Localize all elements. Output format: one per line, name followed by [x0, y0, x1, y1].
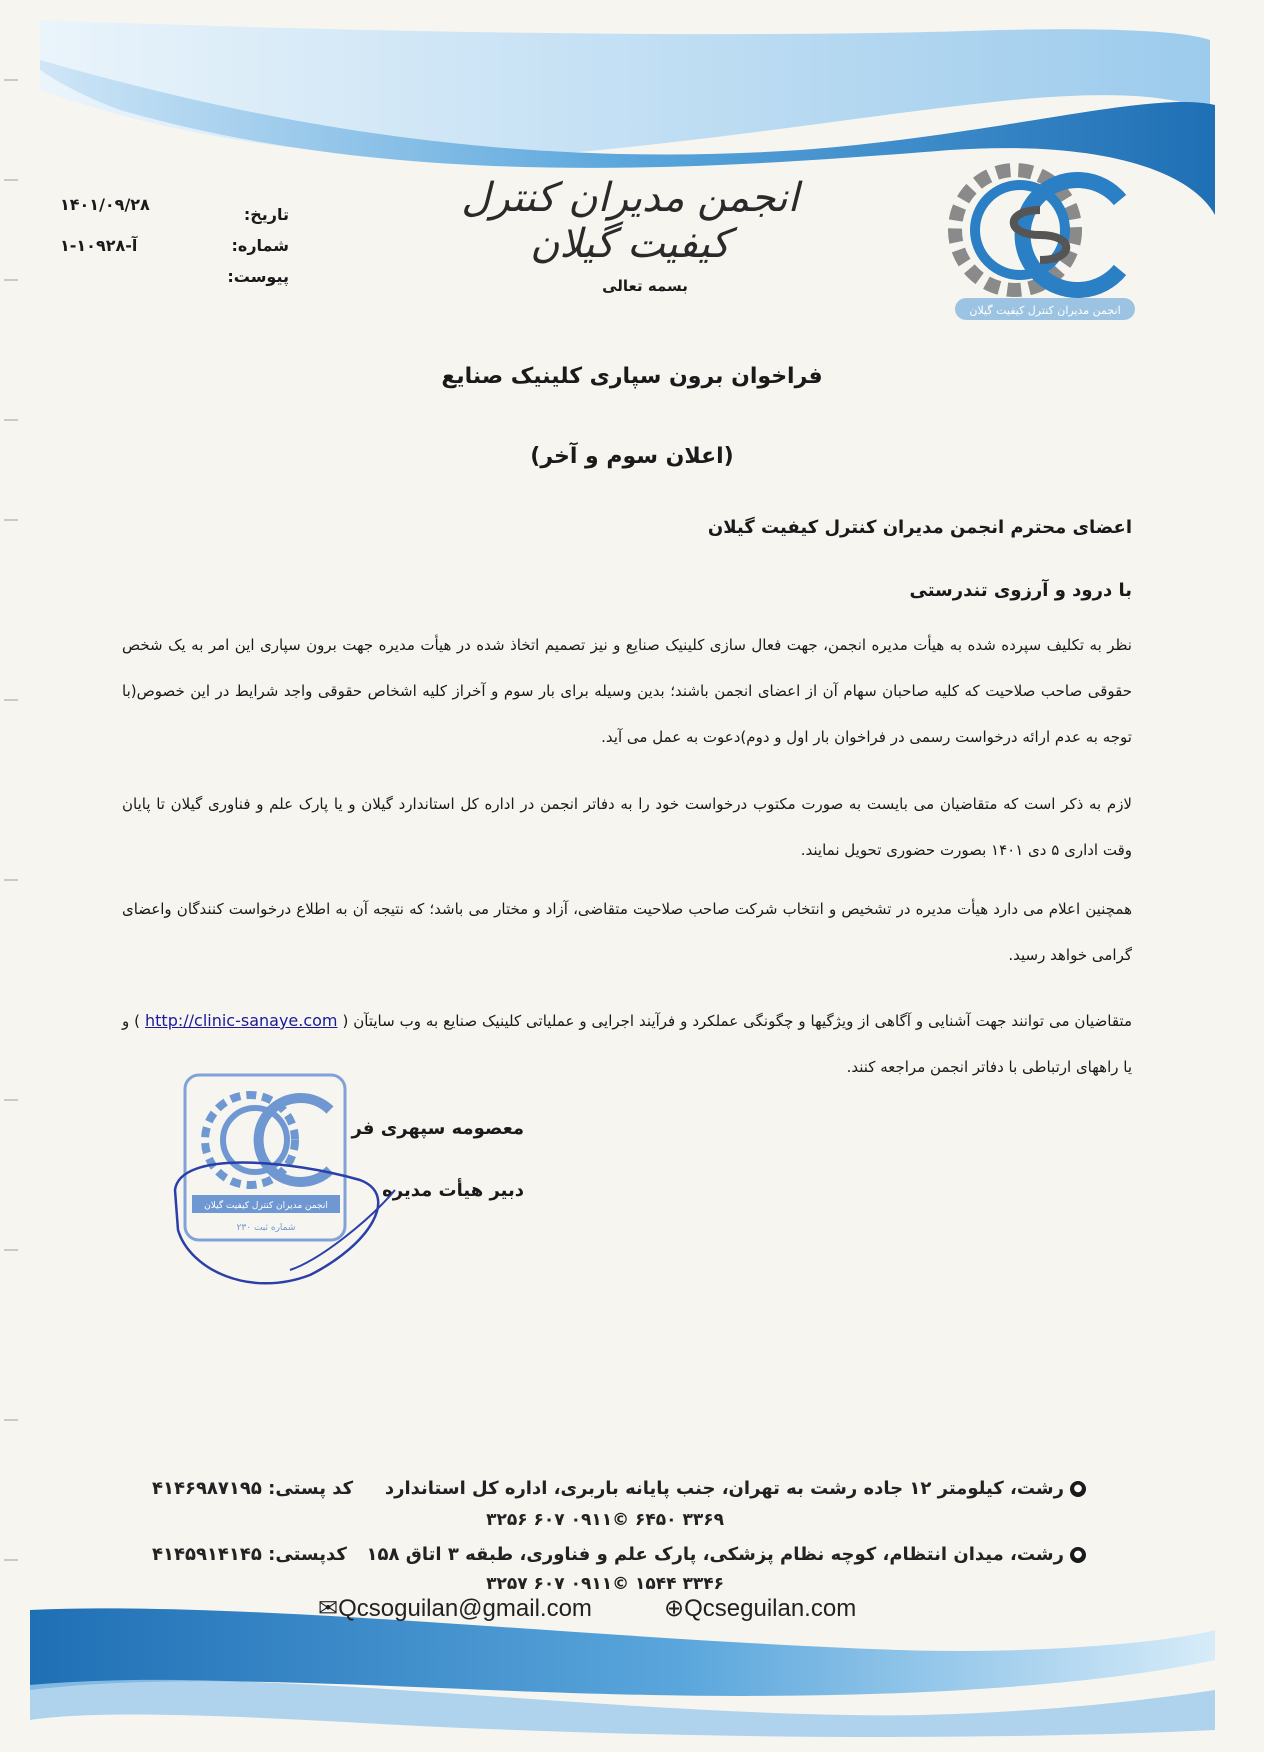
basmala: بسمه تعالی	[602, 277, 688, 295]
paragraph-4-intro: متقاضیان می توانند جهت آشنایی و آگاهی از ویژگیها و چگونگی عملکرد و فرآیند اجرایی و عملیاتی کلینیک صنایع به وب سایتآن (	[342, 1012, 1132, 1030]
logo-caption: انجمن مدیران کنترل کیفیت گیلان	[969, 304, 1121, 317]
address-1-text: رشت، کیلومتر ۱۲ جاده رشت به تهران، جنب پایانه باربری، اداره کل استاندارد	[384, 1478, 1064, 1499]
location-pin-icon: ●	[1070, 1547, 1086, 1563]
postal-code-1	[152, 1478, 353, 1499]
stamp-registration: شماره ثبت ۲۳۰	[236, 1223, 296, 1233]
number-value: ۱-۱آ-۰۹۲۸	[60, 236, 138, 255]
address-line-1	[385, 1478, 1086, 1499]
email-contact[interactable]	[318, 1594, 592, 1623]
recipients-line: اعضای محترم انجمن مدیران کنترل کیفیت گیلان	[707, 517, 1132, 538]
body-paragraph-3: همچنین اعلام می دارد هیأت مدیره در تشخیص و انتخاب شرکت صاحب صلاحیت متقاضی، آزاد و مختار می باشد؛ که نتیجه آن به اطلاع درخواست کنندگان واعضای گرامی خواهد رسید.	[122, 900, 1132, 964]
date-label: تاریخ:	[243, 205, 289, 224]
email-icon: ✉	[318, 1595, 339, 1622]
phones-line-1: ۳۳۶۹ ۶۴۵۰ ©۰۹۱۱ ۶۰۷ ۳۲۵۶	[486, 1510, 724, 1530]
stamp-caption: انجمن مدیران کنترل کیفیت گیلان	[204, 1201, 328, 1211]
attachment-label: پیوست:	[227, 267, 289, 286]
date-value: ۱۴۰۱/۰۹/۲۸	[60, 195, 150, 214]
location-pin-icon: ●	[1070, 1481, 1086, 1497]
signatory-name: معصومه سپهری فر	[351, 1118, 524, 1139]
email-address: Qcsoguilan@gmail.com	[338, 1595, 592, 1622]
globe-icon: ⊕	[664, 1595, 685, 1622]
org-name-calligraphy: انجمن مدیران کنترل کیفیت گیلان	[461, 175, 799, 267]
letter-subtitle: (اعلان سوم و آخر)	[530, 444, 734, 469]
bottom-wave-decoration	[0, 1590, 1264, 1752]
paragraph-4-outro: ) و یا راههای ارتباطی با دفاتر انجمن مراجعه کنند.	[122, 1012, 1132, 1076]
official-stamp	[170, 1070, 400, 1300]
letter-title: فراخوان برون سپاری کلینیک صنایع	[441, 364, 823, 389]
postal-code-2	[152, 1544, 347, 1565]
website-address: Qcseguilan.com	[684, 1595, 857, 1622]
signatory-position: دبیر هیأت مدیره	[382, 1180, 524, 1201]
postal-2-label: کدپستی:	[268, 1544, 347, 1565]
greeting-line: با درود و آرزوی تندرستی	[909, 580, 1132, 601]
postal-2-value: ۴۱۴۵۹۱۴۱۴۵	[152, 1544, 262, 1565]
number-label: شماره:	[231, 236, 289, 255]
phones-line-2: ۳۳۴۶ ۱۵۴۴ ©۰۹۱۱ ۶۰۷ ۳۲۵۷	[486, 1574, 724, 1594]
postal-1-value: ۴۱۴۶۹۸۷۱۹۵	[152, 1478, 262, 1499]
postal-1-label: کد پستی:	[268, 1478, 354, 1499]
website-link[interactable]: http://clinic-sanaye.com	[145, 1011, 338, 1030]
address-line-2	[367, 1544, 1086, 1565]
org-logo	[945, 155, 1145, 330]
body-paragraph-1: نظر به تکلیف سپرده شده به هیأت مدیره انجمن، جهت فعال سازی کلینیک صنایع و نیز تصمیم اتخاذ شده در هیأت مدیره جهت برون سپاری این امر به یک شخص حقوقی صاحب صلاحیت که کلیه صاحبان سهام آن از اعضای انجمن باشند؛ بدین وسیله برای بار سوم و آخراز کلیه اشخاص حقوقی واجد شرایط در این خصوص(با توجه به عدم ارائه درخواست رسمی در فراخوان بار اول و دوم)دعوت به عمل می آید.	[122, 636, 1132, 746]
address-2-text: رشت، میدان انتظام، کوچه نظام پزشکی، پارک علم و فناوری، طبقه ۳ اتاق ۱۵۸	[366, 1544, 1064, 1565]
scan-edge-marks	[0, 0, 24, 1752]
body-paragraph-2: لازم به ذکر است که متقاضیان می بایست به صورت مکتوب درخواست خود را به دفاتر انجمن در اداره کل استاندارد گیلان و یا پارک علم و فناوری گیلان تا پایان وقت اداری ۵ دی ۱۴۰۱ بصورت حضوری تحویل نمایند.	[122, 795, 1132, 859]
website-contact[interactable]	[664, 1594, 856, 1623]
